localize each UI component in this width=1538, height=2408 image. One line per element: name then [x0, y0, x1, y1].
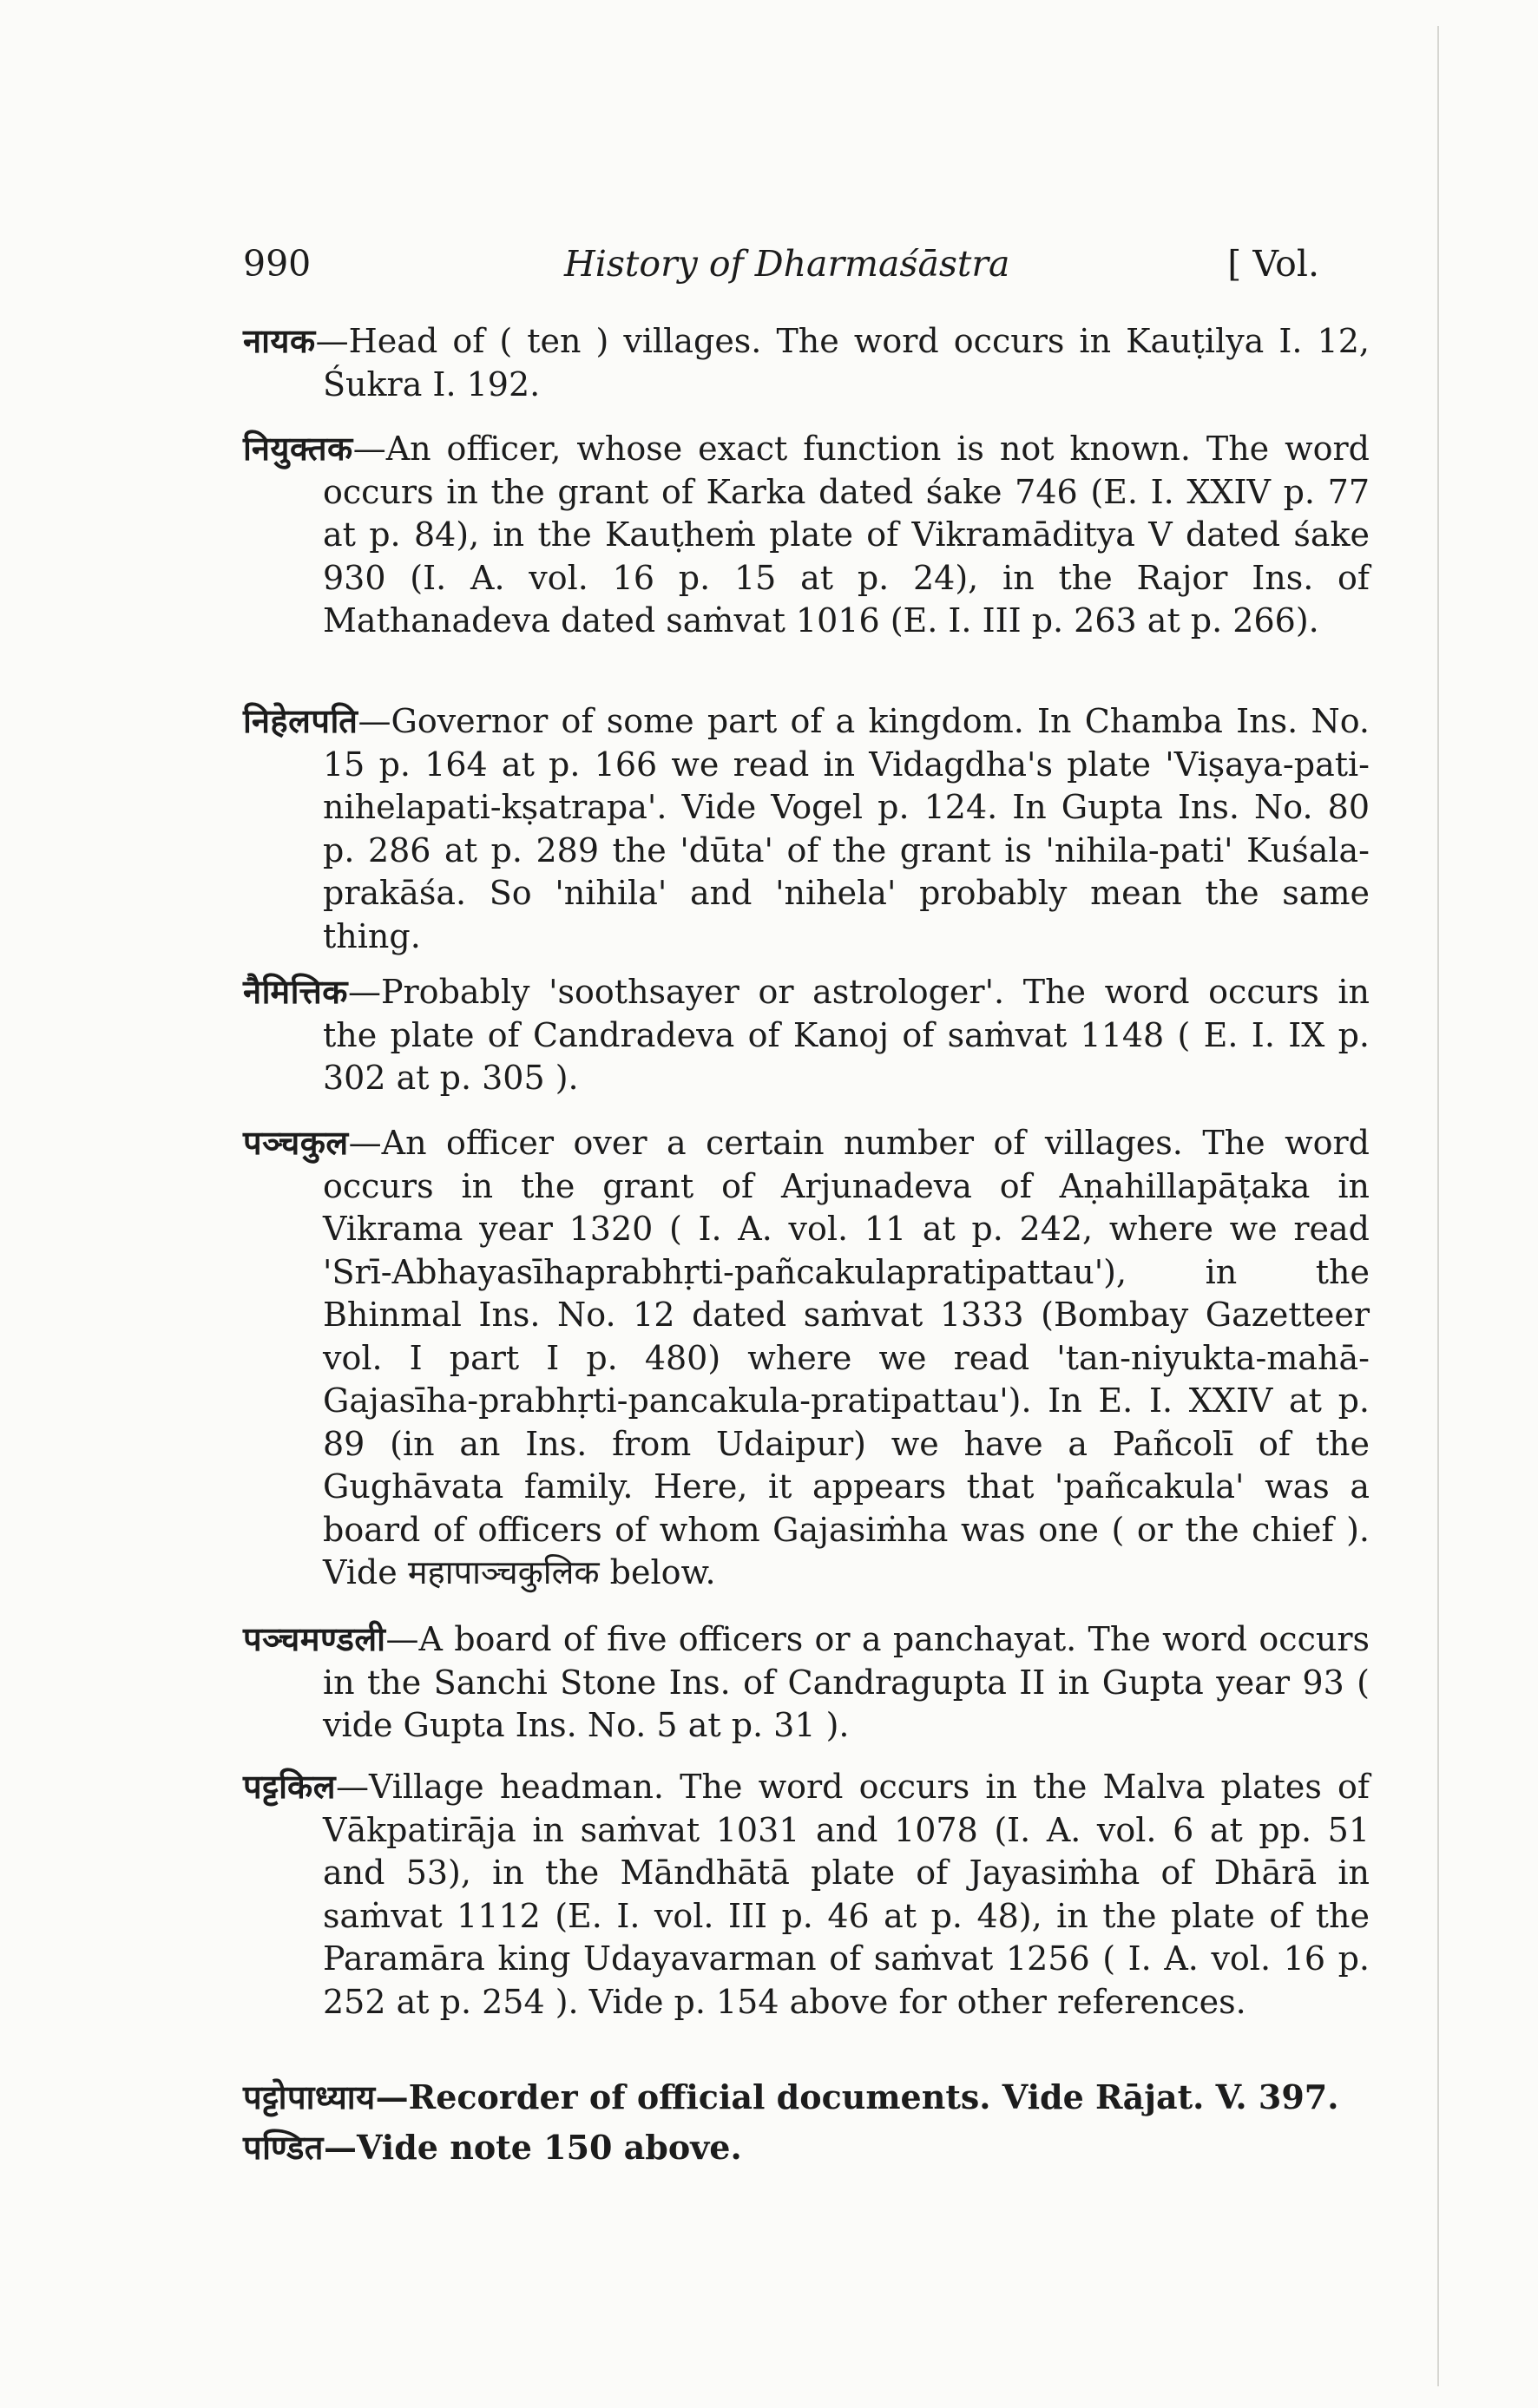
scan-edge-line: [1437, 26, 1439, 2386]
glossary-entry: नियुक्तक—An officer, whose exact function is not known. The word occurs in the grant of Karka dated śake 746 (E. I. XXIV p. 77 at p. 84), in the Kauṭheṁ plate of Vikramāditya V dated śake 930 (I. A. vol. 16 p. 15 at p. 24), in the Rajor Ins. of Mathanadeva dated saṁvat 1016 (E. I. III p. 263 at p. 266).: [243, 429, 1370, 640]
entry-headword: नियुक्तक: [243, 429, 353, 468]
running-title: History of Dharmaśāstra: [564, 243, 1010, 285]
entry-text: Recorder of official documents. Vide Rājat. V. 397.: [408, 2077, 1339, 2116]
entry-text: Village headman. The word occurs in the Malva plates of Vākpatirāja in saṁvat 1031 and 1078 (I. A. vol. 6 at pp. 51 and 53), in the Māndhātā plate of Jayasiṁha of Dhārā in saṁvat 1112 (E. I. vol. III p. 46 at p. 48), in the plate of the Paramāra king Udayavarman of saṁvat 1256 ( I. A. vol. 16 p. 252 at p. 254 ). Vide p. 154 above for other references.: [323, 1768, 1370, 2021]
entry-text: An officer, whose exact function is not known. The word occurs in the grant of Karka dated śake 746 (E. I. XXIV p. 77 at p. 84), in the Kauṭheṁ plate of Vikramāditya V dated śake 930 (I. A. vol. 16 p. 15 at p. 24), in the Rajor Ins. of Mathanadeva dated saṁvat 1016 (E. I. III p. 263 at p. 266).: [323, 430, 1370, 640]
entry-text: Governor of some part of a kingdom. In Chamba Ins. No. 15 p. 164 at p. 166 we read in Vidagdha's plate 'Viṣaya-pati-nihelapati-kṣatrapa'. Vide Vogel p. 124. In Gupta Ins. No. 80 p. 286 at p. 289 the 'dūta' of the grant is 'nihila-pati' Kuśala-prakāśa. So 'nihila' and 'nihela' probably mean the same thing.: [323, 702, 1370, 955]
glossary-entry: नायक—Head of ( ten ) villages. The word occurs in Kauṭilya I. 12, Śukra I. 192.: [243, 321, 1370, 404]
entry-text: A board of five officers or a panchayat. The word occurs in the Sanchi Stone Ins. of Candragupta II in Gupta year 93 ( vide Gupta Ins. No. 5 at p. 31 ).: [323, 1620, 1370, 1744]
glossary-entry: निहेलपति—Governor of some part of a kingdom. In Chamba Ins. No. 15 p. 164 at p. 166 we read in Vidagdha's plate 'Viṣaya-pati-nihelapati-kṣatrapa'. Vide Vogel p. 124. In Gupta Ins. No. 80 p. 286 at p. 289 the 'dūta' of the grant is 'nihila-pati' Kuśala-prakāśa. So 'nihila' and 'nihela' probably mean the same thing.: [243, 701, 1370, 955]
entry-headword: पञ्चमण्डली: [243, 1619, 386, 1658]
glossary-entry: पट्टोपाध्याय—Recorder of official documents. Vide Rājat. V. 397.: [243, 2077, 1339, 2116]
entry-headword: नैमित्तिक: [243, 972, 348, 1011]
entry-headword: पण्डित: [243, 2128, 324, 2167]
entry-headword: पञ्चकुल: [243, 1123, 349, 1162]
glossary-entry: पण्डित—Vide note 150 above.: [243, 2128, 742, 2167]
entry-text: Probably 'soothsayer or astrologer'. The word occurs in the plate of Candradeva of Kanoj of saṁvat 1148 ( E. I. IX p. 302 at p. 305 ).: [323, 973, 1370, 1097]
glossary-entry: पञ्चकुल—An officer over a certain number of villages. The word occurs in the grant of Arjunadeva of Aṇahillapāṭaka in Vikrama year 1320 ( I. A. vol. 11 at p. 242, where we read 'Srī-Abhayasīhaprabhṛti-pañcakulapratipattau'), in the Bhinmal Ins. No. 12 dated saṁvat 1333 (Bombay Gazetteer vol. I part I p. 480) where we read 'tan-niyukta-mahā-Gajasīha-prabhṛti-pancakula-pratipattau'). In E. I. XXIV at p. 89 (in an Ins. from Udaipur) we have a Pañcolī of the Gughāvata family. Here, it appears that 'pañcakula' was a board of officers of whom Gajasiṁha was one ( or the chief ). Vide महापाञ्चकुलिक below.: [243, 1123, 1370, 1591]
entry-headword: पट्टोपाध्याय: [243, 2077, 376, 2116]
entry-text: Vide note 150 above.: [356, 2128, 742, 2167]
entry-text: An officer over a certain number of villages. The word occurs in the grant of Arjunadeva of Aṇahillapāṭaka in Vikrama year 1320 ( I. A. vol. 11 at p. 242, where we read 'Srī-Abhayasīhaprabhṛti-pañcakulapratipattau'), in the Bhinmal Ins. No. 12 dated saṁvat 1333 (Bombay Gazetteer vol. I part I p. 480) where we read 'tan-niyukta-mahā-Gajasīha-prabhṛti-pancakula-pratipattau'). In E. I. XXIV at p. 89 (in an Ins. from Udaipur) we have a Pañcolī of the Gughāvata family. Here, it appears that 'pañcakula' was a board of officers of whom Gajasiṁha was one ( or the chief ). Vide महापाञ्चकुलिक below.: [323, 1124, 1370, 1591]
entry-headword: पट्टकिल: [243, 1767, 336, 1806]
entry-headword: नायक: [243, 321, 316, 360]
page-header: [243, 236, 1319, 288]
entry-headword: निहेलपति: [243, 701, 358, 740]
glossary-entry: पञ्चमण्डली—A board of five officers or a panchayat. The word occurs in the Sanchi Stone Ins. of Candragupta II in Gupta year 93 ( vide Gupta Ins. No. 5 at p. 31 ).: [243, 1619, 1370, 1744]
glossary-entry: पट्टकिल—Village headman. The word occurs in the Malva plates of Vākpatirāja in saṁvat 1031 and 1078 (I. A. vol. 6 at pp. 51 and 53), in the Māndhātā plate of Jayasiṁha of Dhārā in saṁvat 1112 (E. I. vol. III p. 46 at p. 48), in the plate of the Paramāra king Udayavarman of saṁvat 1256 ( I. A. vol. 16 p. 252 at p. 254 ). Vide p. 154 above for other references.: [243, 1767, 1370, 2021]
page-number: 990: [243, 243, 312, 285]
glossary-entry: नैमित्तिक—Probably 'soothsayer or astrologer'. The word occurs in the plate of Candradeva of Kanoj of saṁvat 1148 ( E. I. IX p. 302 at p. 305 ).: [243, 972, 1370, 1097]
entry-text: Head of ( ten ) villages. The word occurs in Kauṭilya I. 12, Śukra I. 192.: [323, 322, 1370, 404]
volume-marker: [ Vol.: [1227, 243, 1319, 285]
